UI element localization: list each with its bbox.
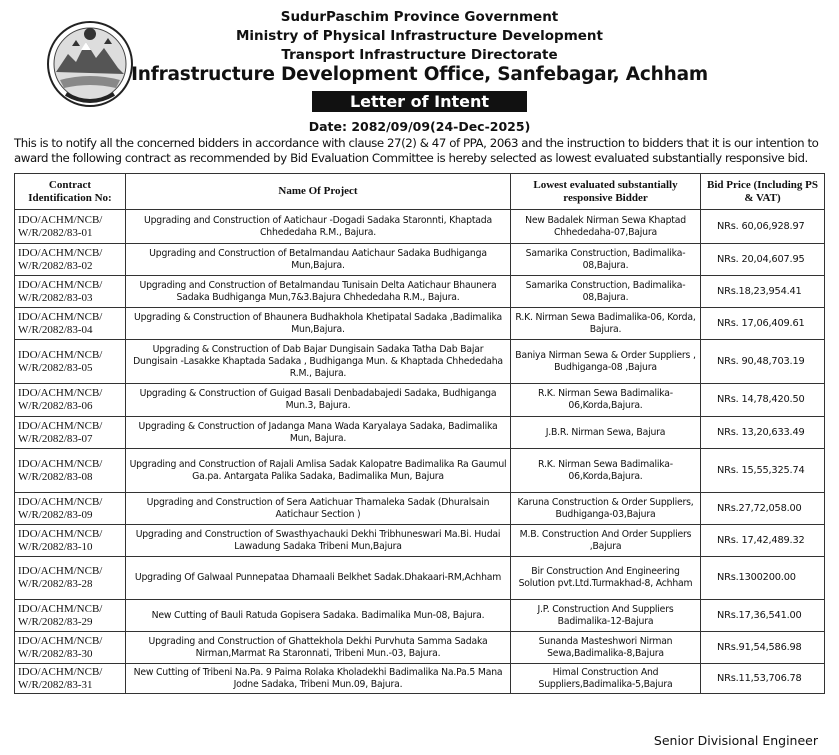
bid-price-cell: NRs. 15,55,325.74 xyxy=(701,449,825,493)
government-name: SudurPaschim Province Government xyxy=(280,9,559,25)
contract-id-cell: IDO/ACHM/NCB/ W/R/2082/83-30 xyxy=(15,632,126,664)
table-row xyxy=(15,493,825,525)
ministry-name: Ministry of Physical Infrastructure Development xyxy=(236,28,603,44)
bid-price-cell: NRs. 90,48,703.19 xyxy=(701,340,825,384)
table-row xyxy=(15,340,825,384)
contract-id-cell: IDO/ACHM/NCB/ W/R/2082/83-31 xyxy=(15,664,126,694)
project-name-cell: New Cutting of Tribeni Na.Pa. 9 Paima Rolaka Kholadekhi Badimalika Na.Pa.5 Mana Jodne Sadaka, Tribeni Mun.09, Bajura. xyxy=(126,664,511,694)
col-header-bidder: Lowest evaluated substantially responsive Bidder xyxy=(511,174,701,210)
bidder-cell: Samarika Construction, Badimalika-08,Bajura. xyxy=(511,276,701,308)
bidder-cell: New Badalek Nirman Sewa Khaptad Chhededaha-07,Bajura xyxy=(511,210,701,244)
table-row xyxy=(15,664,825,694)
bidder-cell: R.K. Nirman Sewa Badimalika-06,Korda,Bajura. xyxy=(511,449,701,493)
bidder-cell: Himal Construction And Suppliers,Badimalika-5,Bajura xyxy=(511,664,701,694)
bid-price-cell: NRs. 17,06,409.61 xyxy=(701,308,825,340)
table-row xyxy=(15,244,825,276)
bid-price-cell: NRs.18,23,954.41 xyxy=(701,276,825,308)
table-row xyxy=(15,525,825,557)
project-name-cell: Upgrading and Construction of Betalmandau Aatichaur Sadaka Budhiganga Mun,Bajura. xyxy=(126,244,511,276)
bid-price-cell: NRs.91,54,586.98 xyxy=(701,632,825,664)
bidder-cell: Samarika Construction, Badimalika-08,Bajura. xyxy=(511,244,701,276)
project-name-cell: Upgrading Of Galwaal Punnepataa Dhamaali Belkhet Sadak.Dhakaari-RM,Achham xyxy=(126,557,511,600)
table-row xyxy=(15,557,825,600)
bid-price-cell: NRs. 60,06,928.97 xyxy=(701,210,825,244)
project-name-cell: Upgrading and Construction of Ghattekhola Dekhi Purvhuta Samma Sadaka Nirman,Marmat Ra Staronnati, Tribeni Mun.-03, Bajura. xyxy=(126,632,511,664)
bid-price-cell: NRs. 17,42,489.32 xyxy=(701,525,825,557)
table-row xyxy=(15,276,825,308)
contract-id-cell: IDO/ACHM/NCB/ W/R/2082/83-28 xyxy=(15,557,126,600)
document-title: Letter of Intent xyxy=(312,91,527,112)
bidder-cell: J.B.R. Nirman Sewa, Bajura xyxy=(511,417,701,449)
col-header-bid-price: Bid Price (Including PS & VAT) xyxy=(701,174,825,210)
contract-id-cell: IDO/ACHM/NCB/ W/R/2082/83-02 xyxy=(15,244,126,276)
table-row xyxy=(15,600,825,632)
bidder-cell: Karuna Construction & Order Suppliers, Budhiganga-03,Bajura xyxy=(511,493,701,525)
bidder-cell: M.B. Construction And Order Suppliers ,Bajura xyxy=(511,525,701,557)
contracts-table xyxy=(14,173,825,694)
project-name-cell: Upgrading & Construction of Guigad Basali Denbadabajedi Sadaka, Budhiganga Mun.3, Bajura. xyxy=(126,384,511,417)
contract-id-cell: IDO/ACHM/NCB/ W/R/2082/83-29 xyxy=(15,600,126,632)
col-header-contract-id: Contract Identification No: xyxy=(15,174,126,210)
project-name-cell: Upgrading and Construction of Aatichaur -Dogadi Sadaka Staronnti, Khaptada Chhededaha R.M., Bajura. xyxy=(126,210,511,244)
project-name-cell: Upgrading and Construction of Betalmandau Tunisain Delta Aatichaur Bhaunera Sadaka Budhiganga Mun,7&3.Bajura Chhededaha R.M., Bajura. xyxy=(126,276,511,308)
bid-price-cell: NRs.27,72,058.00 xyxy=(701,493,825,525)
directorate-name: Transport Infrastructure Directorate xyxy=(281,47,558,63)
contract-id-cell: IDO/ACHM/NCB/ W/R/2082/83-03 xyxy=(15,276,126,308)
project-name-cell: Upgrading & Construction of Bhaunera Budhakhola Khetipatal Sadaka ,Badimalika Mun,Bajura. xyxy=(126,308,511,340)
contract-id-cell: IDO/ACHM/NCB/ W/R/2082/83-07 xyxy=(15,417,126,449)
project-name-cell: Upgrading and Construction of Sera Aatichuar Thamaleka Sadak (Dhuralsain Aatichaur Section ) xyxy=(126,493,511,525)
notice-date: Date: 2082/09/09(24-Dec-2025) xyxy=(308,119,531,134)
bidder-cell: Bir Construction And Engineering Solution pvt.Ltd.Turmakhad-8, Achham xyxy=(511,557,701,600)
table-row xyxy=(15,417,825,449)
contract-id-cell: IDO/ACHM/NCB/ W/R/2082/83-09 xyxy=(15,493,126,525)
bid-price-cell: NRs. 13,20,633.49 xyxy=(701,417,825,449)
table-row xyxy=(15,384,825,417)
project-name-cell: Upgrading & Construction of Jadanga Mana Wada Karyalaya Sadaka, Badimalika Mun, Bajura. xyxy=(126,417,511,449)
office-name: Infrastructure Development Office, Sanfebagar, Achham xyxy=(131,64,708,85)
intro-paragraph: This is to notify all the concerned bidders in accordance with clause 27(2) & 47 of PPA, 2063 and the instruction to bidders that it is our intention to award the following contract as recommended by Bid Evaluation Committee is hereby selected as lowest evaluated substantially responsive bid. xyxy=(14,136,819,165)
contract-id-cell: IDO/ACHM/NCB/ W/R/2082/83-10 xyxy=(15,525,126,557)
bid-price-cell: NRs. 14,78,420.50 xyxy=(701,384,825,417)
project-name-cell: New Cutting of Bauli Ratuda Gopisera Sadaka. Badimalika Mun-08, Bajura. xyxy=(126,600,511,632)
bid-price-cell: NRs.11,53,706.78 xyxy=(701,664,825,694)
bidder-cell: J.P. Construction And Suppliers Badimalika-12-Bajura xyxy=(511,600,701,632)
bidder-cell: Baniya Nirman Sewa & Order Suppliers , Budhiganga-08 ,Bajura xyxy=(511,340,701,384)
project-name-cell: Upgrading & Construction of Dab Bajar Dungisain Sadaka Tatha Dab Bajar Dungisain -Lasakke Khaptada Sadaka , Budhiganga Mun. & Khaptada Chhededaha R.M., Bajura. xyxy=(126,340,511,384)
contract-id-cell: IDO/ACHM/NCB/ W/R/2082/83-01 xyxy=(15,210,126,244)
bidder-cell: R.K. Nirman Sewa Badimalika-06, Korda, Bajura. xyxy=(511,308,701,340)
table-row xyxy=(15,308,825,340)
contract-id-cell: IDO/ACHM/NCB/ W/R/2082/83-04 xyxy=(15,308,126,340)
bid-price-cell: NRs. 20,04,607.95 xyxy=(701,244,825,276)
contract-id-cell: IDO/ACHM/NCB/ W/R/2082/83-06 xyxy=(15,384,126,417)
bidder-cell: Sunanda Masteshwori Nirman Sewa,Badimalika-8,Bajura xyxy=(511,632,701,664)
table-row xyxy=(15,632,825,664)
col-header-project: Name Of Project xyxy=(126,174,511,210)
table-row xyxy=(15,449,825,493)
project-name-cell: Upgrading and Construction of Rajali Amlisa Sadak Kalopatre Badimalika Ra Gaumul Ga.pa. Antargata Palika Sadaka, Badimalika Mun, Bajura xyxy=(126,449,511,493)
contract-id-cell: IDO/ACHM/NCB/ W/R/2082/83-08 xyxy=(15,449,126,493)
project-name-cell: Upgrading and Construction of Swasthyachauki Dekhi Tribhuneswari Ma.Bi. Hudai Lawadung Sadaka Tribeni Mun,Bajura xyxy=(126,525,511,557)
table-header-row xyxy=(15,174,825,210)
table-row xyxy=(15,210,825,244)
contract-id-cell: IDO/ACHM/NCB/ W/R/2082/83-05 xyxy=(15,340,126,384)
signature-title: Senior Divisional Engineer xyxy=(653,733,818,748)
bidder-cell: R.K. Nirman Sewa Badimalika-06,Korda,Bajura. xyxy=(511,384,701,417)
bid-price-cell: NRs.1300200.00 xyxy=(701,557,825,600)
bid-price-cell: NRs.17,36,541.00 xyxy=(701,600,825,632)
